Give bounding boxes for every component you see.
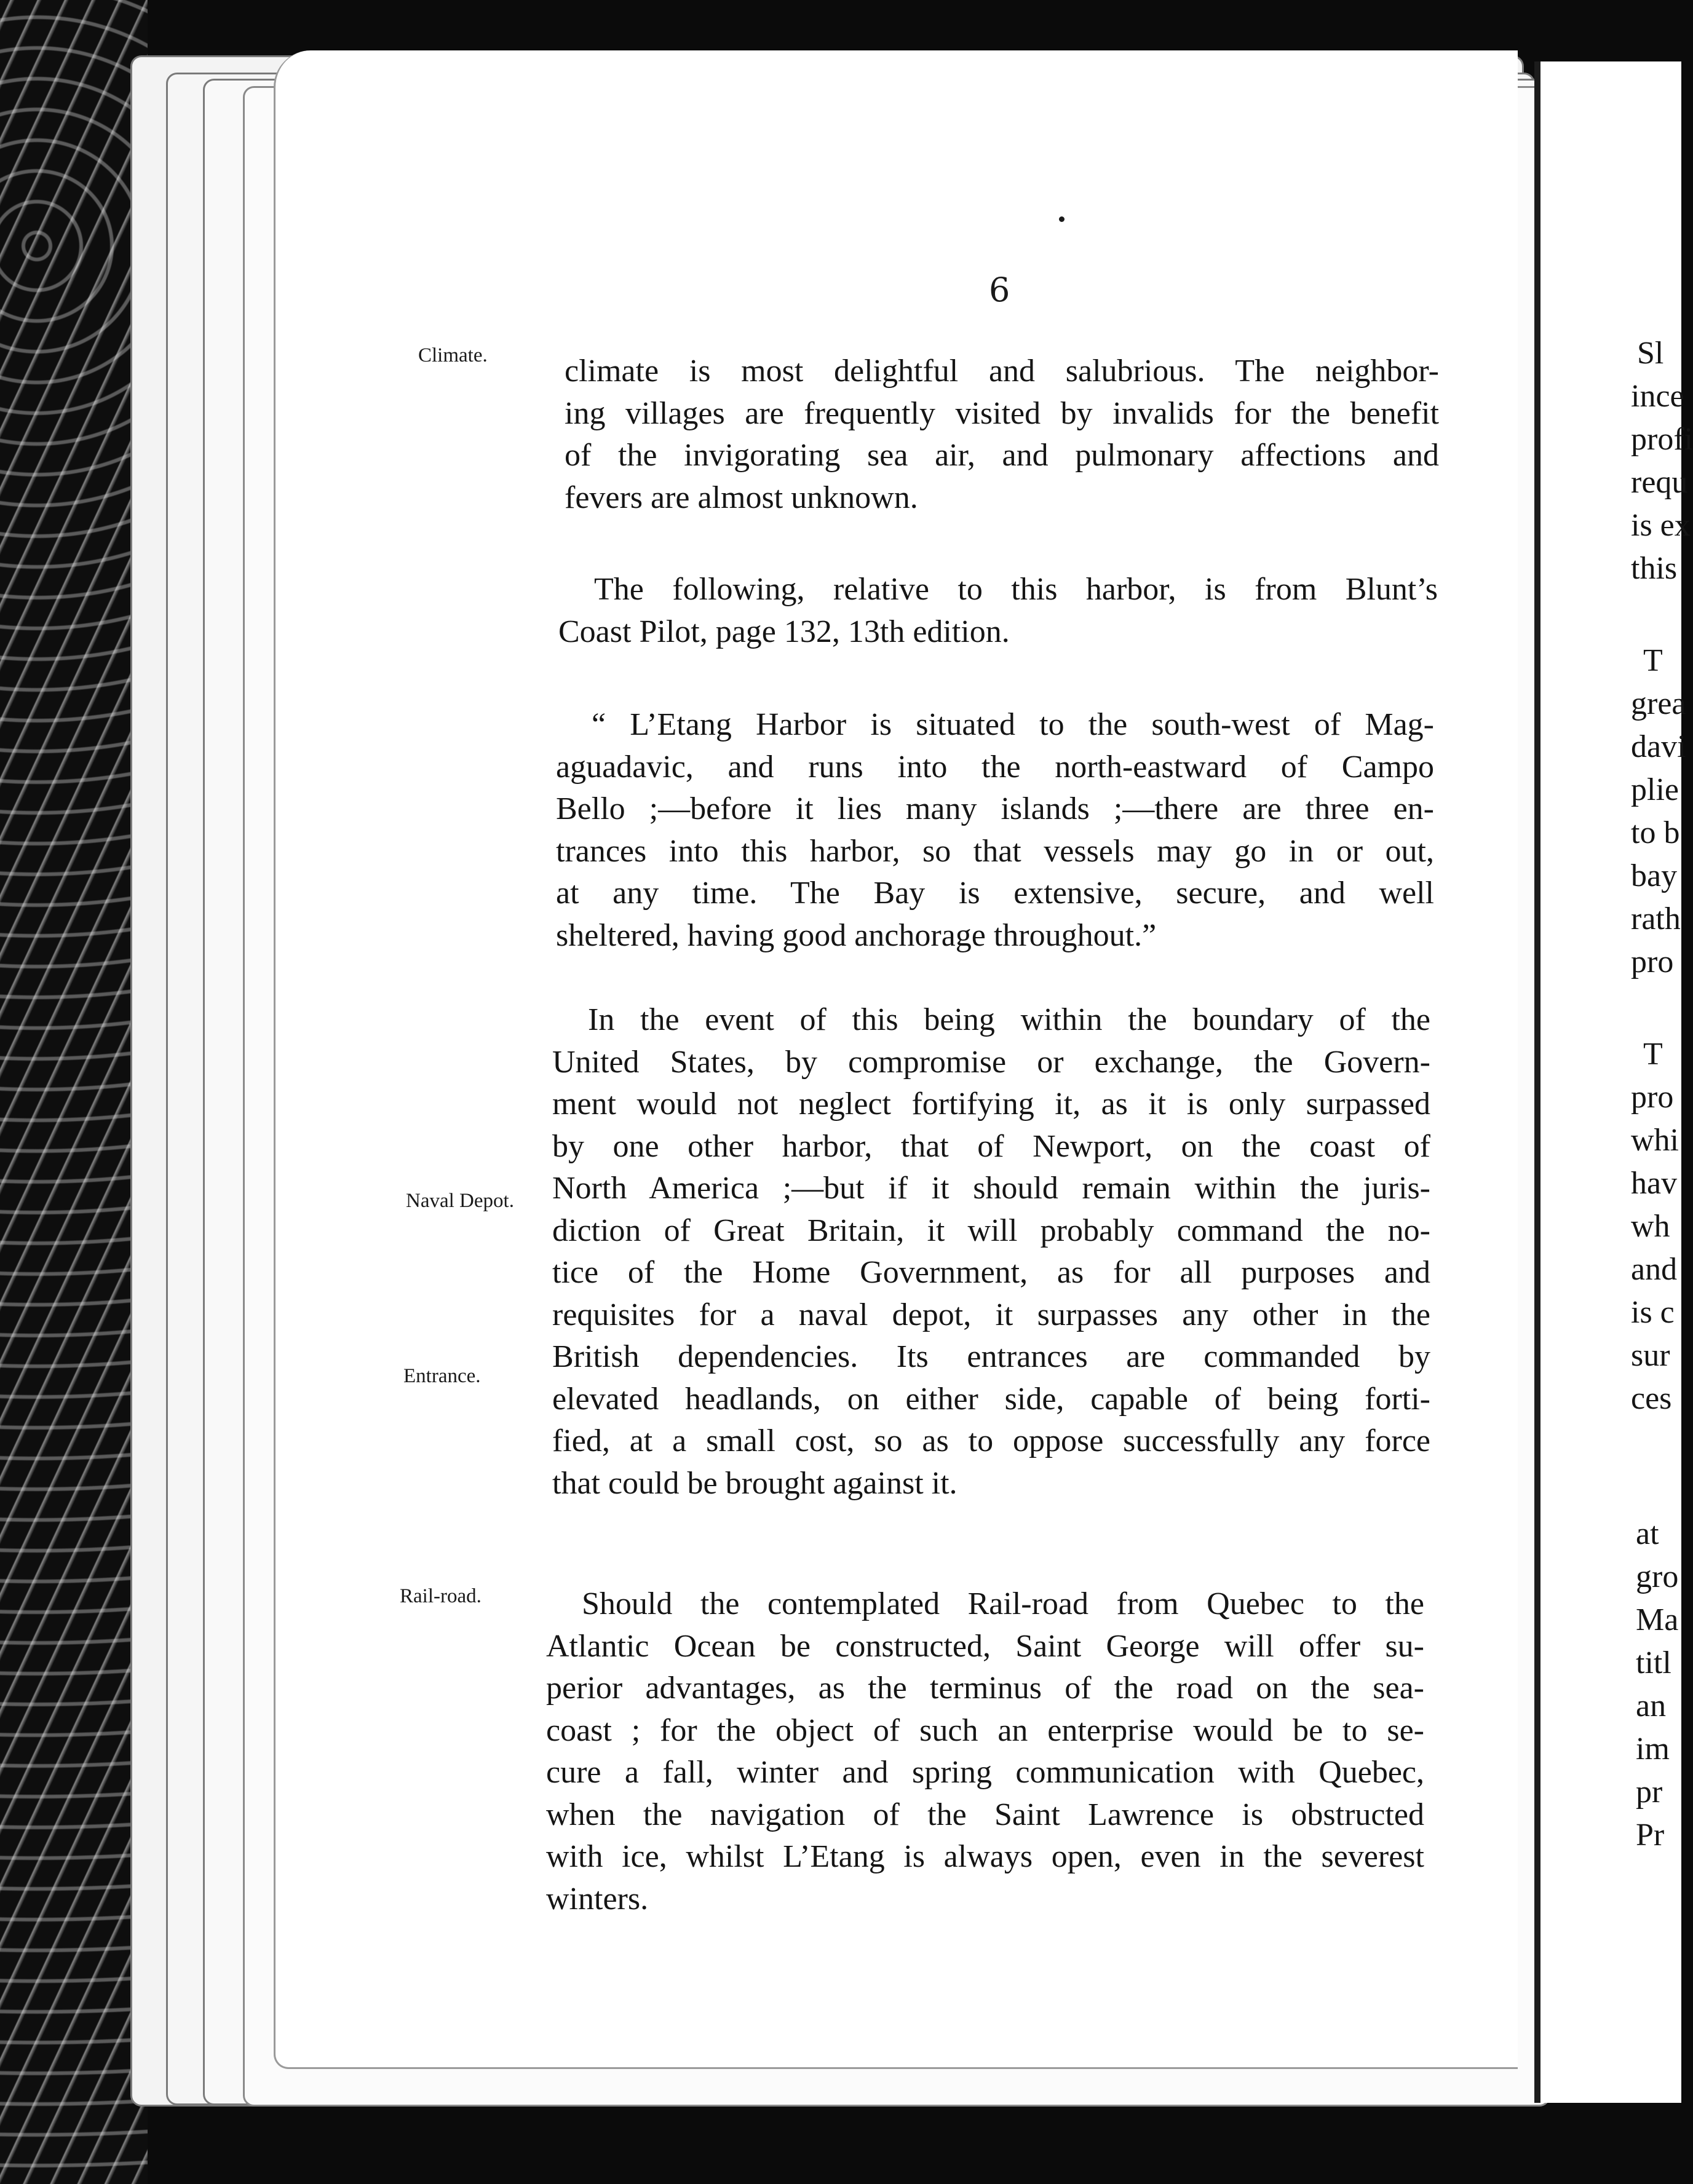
right-page-line-fragment: T <box>1643 1037 1663 1072</box>
margin-note-entrance: Entrance. <box>403 1365 481 1387</box>
right-page-line-fragment: is c <box>1631 1295 1675 1330</box>
right-page-line-fragment: pr <box>1636 1775 1663 1810</box>
text-line: ment would not neglect fortifying it, as it is only surpassed <box>552 1086 1430 1122</box>
right-page-line-fragment: and <box>1631 1252 1678 1287</box>
text-line: The following, relative to this harbor, is from Blunt’s <box>594 572 1438 607</box>
right-page-line-fragment: pro <box>1631 1080 1674 1115</box>
right-page-line-fragment: T <box>1643 643 1663 678</box>
right-page-line-fragment: gro <box>1636 1559 1679 1594</box>
text-line: winters. <box>546 1881 649 1917</box>
right-page-line-fragment: hav <box>1631 1166 1678 1201</box>
text-line: of the invigorating sea air, and pulmonary affections and <box>565 438 1439 473</box>
text-line: “ L’Etang Harbor is situated to the south-west of Mag- <box>592 707 1434 742</box>
text-line: that could be brought against it. <box>552 1465 958 1501</box>
text-line: United States, by compromise or exchange, the Govern- <box>552 1044 1430 1080</box>
text-line: trances into this harbor, so that vessels may go in or out, <box>556 833 1434 869</box>
paragraph-blunts-coast-pilot <box>558 569 1438 653</box>
right-page-line-fragment: rath <box>1631 901 1681 936</box>
margin-note-climate: Climate. <box>418 344 488 366</box>
right-page-line-fragment: requ <box>1631 465 1688 500</box>
text-line: with ice, whilst L’Etang is always open, even in the severest <box>546 1839 1424 1874</box>
text-line: fevers are almost unknown. <box>565 480 918 515</box>
right-page-line-fragment: to b <box>1631 815 1680 850</box>
paragraph-quotation <box>556 704 1434 957</box>
right-page-line-fragment: grea <box>1631 686 1686 721</box>
text-line: diction of Great Britain, it will probably command the no- <box>552 1213 1430 1248</box>
right-page-line-fragment: is ex <box>1631 508 1691 543</box>
right-page-line-fragment: an <box>1636 1688 1667 1723</box>
right-page-line-fragment: wh <box>1631 1209 1670 1244</box>
right-page-line-fragment: this <box>1631 551 1678 586</box>
right-page-line-fragment: titl <box>1636 1645 1671 1680</box>
right-page-line-fragment: ince <box>1631 379 1684 414</box>
right-page-line-fragment: profi <box>1631 422 1693 457</box>
text-line: Coast Pilot, page 132, 13th edition. <box>558 614 1010 649</box>
right-page-line-fragment: sur <box>1631 1338 1670 1373</box>
right-page-line-fragment: bay <box>1631 858 1678 893</box>
speck <box>1059 216 1065 222</box>
text-line: In the event of this being within the boundary of the <box>588 1002 1430 1037</box>
right-page-line-fragment: im <box>1636 1731 1670 1767</box>
paragraph-climate <box>565 350 1439 519</box>
margin-note-rail-road: Rail-road. <box>400 1585 482 1607</box>
text-line: aguadavic, and runs into the north-eastward of Campo <box>556 749 1434 785</box>
right-page-line-fragment: Pr <box>1636 1818 1665 1853</box>
text-line: Bello ;—before it lies many islands ;—there are three en- <box>556 791 1434 826</box>
text-line: ing villages are frequently visited by invalids for the benefit <box>565 395 1439 431</box>
text-line: Should the contemplated Rail-road from Quebec to the <box>582 1586 1424 1621</box>
text-line: fied, at a small cost, so as to oppose successfully any force <box>552 1423 1430 1458</box>
right-page-line-fragment: at <box>1636 1516 1659 1551</box>
page-number: 6 <box>989 271 1010 309</box>
right-page-line-fragment: plie <box>1631 772 1679 807</box>
text-line: cure a fall, winter and spring communication with Quebec, <box>546 1755 1424 1790</box>
paragraph-rail-road <box>546 1583 1424 1920</box>
margin-note-naval-depot: Naval Depot. <box>406 1190 514 1212</box>
text-line: requisites for a naval depot, it surpasses any other in the <box>552 1297 1430 1332</box>
text-line: by one other harbor, that of Newport, on the coast of <box>552 1128 1430 1164</box>
right-page-line-fragment: Sl <box>1637 336 1664 371</box>
text-line: when the navigation of the Saint Lawrence is obstructed <box>546 1797 1424 1832</box>
paragraph-boundary <box>552 999 1430 1505</box>
right-page-line-fragment: davi <box>1631 729 1686 764</box>
text-line: British dependencies. Its entrances are commanded by <box>552 1339 1430 1374</box>
text-line: perior advantages, as the terminus of the road on the sea- <box>546 1671 1424 1706</box>
right-page-line-fragment: whi <box>1631 1123 1679 1158</box>
text-line: tice of the Home Government, as for all purposes and <box>552 1255 1430 1290</box>
right-page-line-fragment: ces <box>1631 1381 1672 1416</box>
marbled-endpaper-swirls <box>0 0 148 2184</box>
text-line: North America ;—but if it should remain within the juris- <box>552 1171 1430 1206</box>
right-page-line-fragment: Ma <box>1636 1602 1679 1637</box>
text-line: sheltered, having good anchorage throughout.” <box>556 917 1157 953</box>
text-line: Atlantic Ocean be constructed, Saint George will offer su- <box>546 1628 1424 1664</box>
text-line: elevated headlands, on either side, capable of being forti- <box>552 1381 1430 1417</box>
text-line: at any time. The Bay is extensive, secure, and well <box>556 876 1434 911</box>
text-line: coast ; for the object of such an enterprise would be to se- <box>546 1712 1424 1748</box>
text-line: climate is most delightful and salubrious. The neighbor- <box>565 354 1439 389</box>
right-page-line-fragment: pro <box>1631 944 1674 979</box>
